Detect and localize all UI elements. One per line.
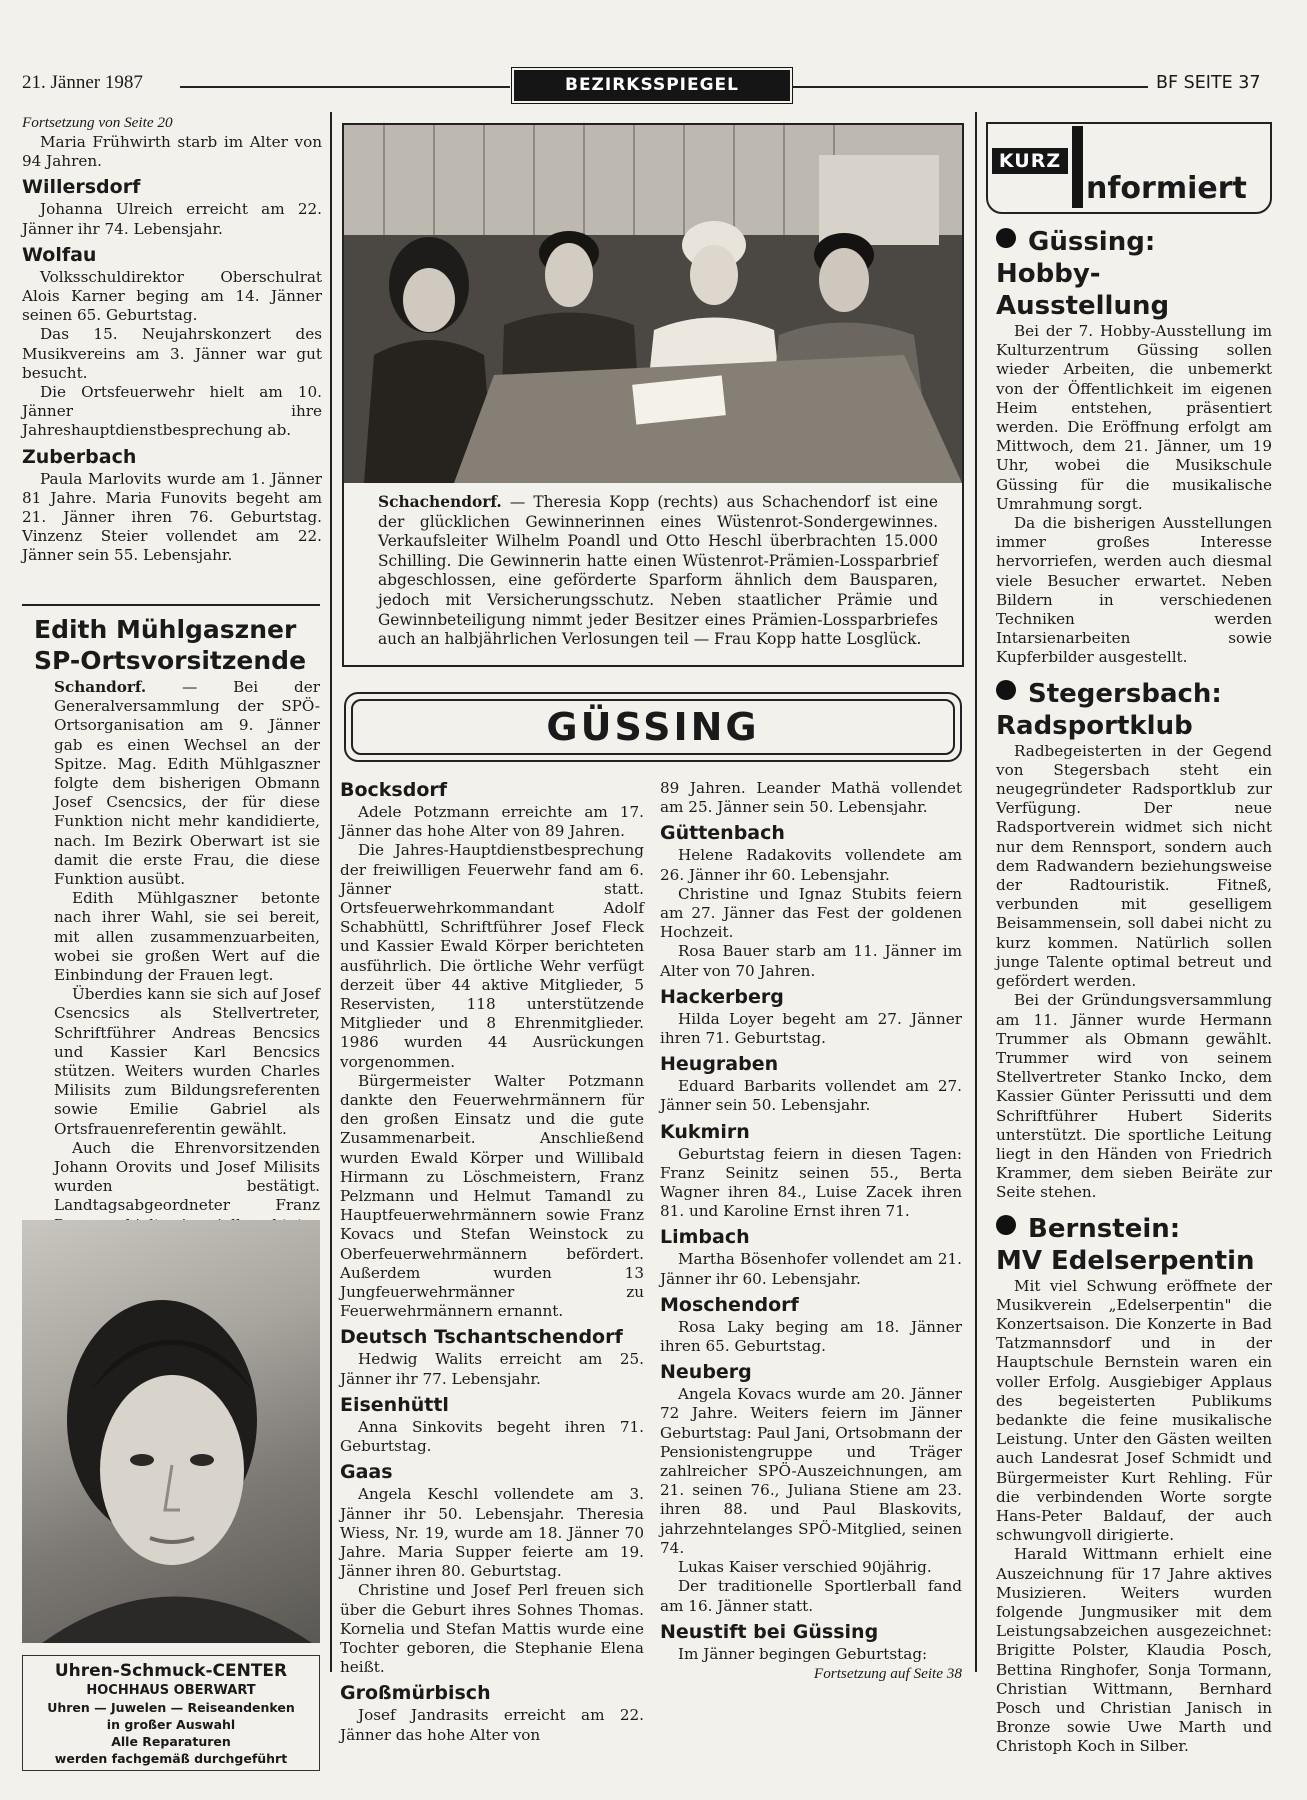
place-heading: Gaas (340, 1461, 393, 1484)
section-banner: BEZIRKSSPIEGEL (514, 70, 790, 101)
place-body (660, 1250, 962, 1288)
continuation-next: Fortsetzung auf Seite 38 (813, 1664, 962, 1682)
kurz-item (996, 1213, 1272, 1757)
paragraph: Das 15. Neujahrskonzert des Musikvereins am 3. Jänner war gut besucht. (22, 325, 322, 382)
paragraph: Rosa Laky beging am 18. Jänner ihren 65. Geburtstag. (660, 1317, 962, 1356)
paragraph: Im Jänner begingen Geburtstag: (678, 1644, 928, 1663)
page-number: BF SEITE 37 (1156, 73, 1261, 93)
place-heading: Heugraben (660, 1053, 779, 1076)
paragraph: Lukas Kaiser verschied 90jährig. (678, 1558, 932, 1577)
edith-article (22, 604, 320, 1254)
place-heading: Willersdorf (22, 176, 141, 199)
kurz-item-title (996, 226, 1272, 258)
header-rule-left (180, 86, 510, 88)
place-heading: Bocksdorf (340, 779, 448, 801)
left-entries (22, 174, 322, 565)
kurz-header (986, 122, 1272, 214)
guessing-col2-intro: 89 Jahren. Leander Mathä vollendet am 25. Jänner sein 50. Lebensjahr. (660, 779, 962, 817)
paragraph: Josef Jandrasits erreicht am 22. Jänner das hohe Alter von (340, 1706, 644, 1744)
place-body (660, 846, 962, 980)
paragraph: Volksschuldirektor Oberschulrat Alois Karner beging am 14. Jänner seinen 65. Geburtstag. (22, 267, 322, 325)
place-body (340, 803, 644, 1321)
paragraph: Adele Potzmann erreichte am 17. Jänner das hohe Alter von 89 Jahren. (340, 803, 644, 841)
guessing-column-1 (340, 774, 644, 1745)
edith-headline-2: SP-Ortsvorsitzende (34, 646, 307, 675)
ad-line-3: Uhren — Juwelen — Reiseandenken (47, 1700, 295, 1715)
header-rule-right (792, 86, 1148, 88)
group-photo-illustration (344, 125, 962, 483)
paragraph: Mit viel Schwung eröffnete der Musikverein „Edelserpentin" die Konzertsaison. Die Konzerte in Bad Tatzmannsdorf und in der Hauptschule Bernstein waren ein voller Erfolg. Ausgiebiger Applaus des begeisterten Publikums bedankte die feine musikalische Leistung. Unter den Gästen weilten auch Landesrat Josef Schmidt und Bürgermeister Kurt Rehling. Für die verbindenden Worte sorgte Hans-Peter Baldauf, der auch schwungvoll dirigierte. (996, 1276, 1272, 1545)
place-body (22, 268, 322, 441)
kurz-item (996, 678, 1272, 1203)
place-heading: Eisenhüttl (340, 1393, 449, 1416)
place-heading: Kukmirn (660, 1120, 750, 1143)
portrait-illustration (22, 1220, 320, 1643)
paragraph: Überdies kann sie sich auf Josef Csencsics als Stellvertreter, Schriftführer Andreas Bencsics und Kassier Karl Bencsics stützen. Weiters wurden Charles Milisits zum Bildungsreferenten sowie Emilie Gabriel als Ortsfrauenreferentin gewählt. (54, 985, 320, 1138)
guessing-column-2 (660, 779, 962, 1684)
place-heading: Wolfau (22, 243, 97, 266)
place-heading: Hackerberg (660, 985, 784, 1008)
header-date: 21. Jänner 1987 (22, 72, 143, 93)
paragraph: Bürgermeister Walter Potzmann dankte den Feuerwehrmännern für den großen Einsatz und die gute Zusammenarbeit. Anschließend wurden Ewald Körper und Willibald Hirmann zu Löschmeistern, Franz Pelzmann und Helmut Tamandl zu Hauptfeuerwehrmännern sowie Franz Kovacs und Stefan Weinstock zu Oberfeuerwehrmännern befördert. Außerdem wurden 13 Jungfeuerwehrmänner zu Feuerwehrmännern ernannt. (340, 1071, 644, 1321)
place-body (660, 1077, 962, 1115)
place-body (22, 470, 322, 566)
paragraph: Anna Sinkovits begeht ihren 71. Geburtstag. (340, 1417, 644, 1456)
caption-text: — Theresia Kopp (rechts) aus Schachendorf ist eine der glücklichen Gewinnerinnen eines Wüstenrot-Sondergewinnes. Verkaufsleiter Wilhelm Poandl und Otto Heschl überbrachten 15.000 Schilling. Die Gewinnerin hatte einen Wüstenrot-Prämien-Lossparbrief abgeschlossen, eine geförderte Sparform ähnlich dem Bausparen, jedoch mit Versicherungsschutz. Neben staatlicher Prämie und Gewinnbeteiligung nimmt jeder Besitzer eines Prämien-Lossparbriefes auch an halbjährlichen Verlosungen teil — Frau Kopp hatte Losglück. (378, 493, 938, 649)
place-heading: Moschendorf (660, 1293, 799, 1316)
paragraph: Der traditionelle Sportlerball fand am 16. Jänner statt. (660, 1577, 962, 1615)
paragraph: Paula Marlovits wurde am 1. Jänner 81 Jahre. Maria Funovits begeht am 21. Jänner ihren 76. Geburtstag. Vinzenz Steier vollendet am 22. Jänner sein 55. Lebensjahr. (22, 469, 322, 565)
place-body (22, 200, 322, 238)
center-right-rule (975, 112, 977, 1672)
guessing-col2-entries (660, 820, 962, 1664)
portrait-photo (22, 1220, 320, 1643)
edith-lead-text: — Bei der Generalversammlung der SPÖ-Ortsorganisation am 9. Jänner gab es einen Wechsel an der Spitze. Mag. Edith Mühlgaszner folgte dem bisherigen Obmann Josef Csencsics, der für diese Funktion nicht mehr kandidierte, nach. Im Bezirk Oberwart ist sie damit die erste Frau, die diese Funktion ausübt. (54, 678, 320, 889)
place-heading: Neuberg (660, 1361, 752, 1384)
kurz-informiert: nformiert (1086, 171, 1247, 206)
left-intro: Maria Frühwirth starb im Alter von 94 Jahren. (22, 133, 322, 171)
place-body (340, 1418, 644, 1456)
guessing-banner-frame (344, 692, 962, 762)
edith-headline-1: Edith Mühlgaszner (34, 615, 297, 644)
paragraph: Die Jahres-Hauptdienstbesprechung der freiwilligen Feuerwehr fand am 6. Jänner statt. Ortsfeuerwehrkommandant Adolf Schabhüttl, Schriftführer Josef Fleck und Kassier Ewald Körper berichteten ausführlich. Die örtliche Wehr verfügt derzeit über 44 aktive Mitglieder, 5 Reservisten, 118 unterstützende Mitglieder und 8 Ehrenmitglieder. 1986 wurden 44 Ausrückungen vorgenommen. (340, 841, 644, 1071)
kurz-item-place: Güssing: (1028, 227, 1156, 257)
paragraph: Geburtstag feiern in diesen Tagen: Franz Seinitz seinen 55., Berta Wagner ihren 84., Luise Zacek ihren 81. und Karoline Ernst ihren 71. (660, 1144, 962, 1221)
place-heading: Neustift bei Güssing (660, 1620, 879, 1643)
paragraph: Angela Kovacs wurde am 20. Jänner 72 Jahre. Weiters feiern im Jänner Geburtstag: Paul Jani, Ortsobmann der Pensionistengruppe und Träger zahlreicher SPÖ-Auszeichnungen, am 21. seinen 76., Juliana Stiene am 23. ihren 88. und Paul Blaskovits, jahrzehntelanges SPÖ-Mitglied, seinen 74. (660, 1385, 962, 1557)
paragraph: Rosa Bauer starb am 11. Jänner im Alter von 70 Jahren. (660, 942, 962, 980)
paragraph: Radbegeisterten in der Gegend von Stegersbach steht ein neugegründeter Radsportklub zur Verfügung. Der neue Radsportverein widmet sich nicht nur dem Rennsport, sondern auch dem Radwandern beziehungsweise der Radtouristik. Fitneß, verbunden mit geselligem Beisammensein, soll dabei nicht zu kurz kommen. Natürlich sollen junge Talente optimal betreut und gefördert werden. (996, 741, 1272, 991)
continuation-note: Fortsetzung von Seite 20 (22, 114, 173, 131)
photo-frame (342, 123, 964, 667)
bullet-icon (996, 228, 1016, 248)
kurz-item-body (996, 1277, 1272, 1757)
caption-place: Schachendorf. (378, 493, 502, 511)
place-heading: Limbach (660, 1226, 750, 1249)
place-heading: Deutsch Tschantschendorf (340, 1326, 623, 1349)
paragraph: Helene Radakovits vollendete am 26. Jänner ihr 60. Lebensjahr. (660, 846, 962, 884)
left-column (22, 113, 322, 566)
paragraph: Edith Mühlgaszner betonte nach ihrer Wahl, sie sei bereit, mit allen zusammenzuarbeiten, wobei sie großen Wert auf die Einbindung der Frauen legt. (54, 889, 320, 985)
guessing-title: GÜSSING (546, 705, 760, 749)
kurz-item-subtitle: MV Edelserpentin (996, 1245, 1255, 1276)
ad-subtitle: HOCHHAUS OBERWART (86, 1683, 256, 1698)
place-body (660, 1645, 962, 1664)
kurz-i-stem (1072, 126, 1083, 208)
paragraph: Angela Keschl vollendete am 3. Jänner ihr 50. Lebensjahr. Theresia Wiess, Nr. 19, wurde am 18. Jänner 70 Jahre. Maria Supper feierte am 19. Jänner ihren 80. Geburtstag. (340, 1485, 644, 1581)
kurz-item-subtitle: Hobby-Ausstellung (996, 259, 1170, 321)
kurz-item-subtitle: Radsportklub (996, 710, 1193, 741)
kurz-item-place: Stegersbach: (1028, 678, 1222, 709)
kurz-sections (996, 226, 1272, 1767)
place-body (340, 1350, 644, 1388)
paragraph: Eduard Barbarits vollendet am 27. Jänner sein 50. Lebensjahr. (660, 1077, 962, 1115)
paragraph: Bei der 7. Hobby-Ausstellung im Kulturzentrum Güssing sollen wieder Arbeiten, die unbemerkt von der Öffentlichkeit im eigenen Heim entstehen, präsentiert werden. Die Eröffnung erfolgt am Mittwoch, dem 21. Jänner, um 19 Uhr, wobei die Musikschule Güssing für die musikalische Umrahmung sorgt. (996, 322, 1272, 513)
ad-box (22, 1655, 320, 1771)
paragraph: Johanna Ulreich erreicht am 22. Jänner ihr 74. Lebensjahr. (22, 200, 322, 238)
place-heading: Großmürbisch (340, 1682, 491, 1705)
ad-line-6: werden fachgemäß durchgeführt (54, 1751, 288, 1766)
kurz-item-title (996, 678, 1272, 710)
paragraph: Hilda Loyer begeht am 27. Jänner ihren 71. Geburtstag. (660, 1009, 962, 1048)
edith-body (22, 678, 320, 1254)
paragraph: Christine und Ignaz Stubits feiern am 27. Jänner das Fest der goldenen Hochzeit. (660, 884, 962, 942)
place-body (660, 1145, 962, 1222)
paragraph: Christine und Josef Perl freuen sich über die Geburt ihres Sohnes Thomas. Kornelia und Stefan Mattis wurde eine Tochter geboren, die Stephanie Elena heißt. (340, 1581, 644, 1677)
paragraph: Auch die Ehrenvorsitzenden Johann Orovits und Josef Milisits wurden bestätigt. Landtagsabgeordneter Franz (54, 1138, 320, 1215)
place-body (340, 1485, 644, 1677)
kurz-item-title (996, 1213, 1272, 1245)
paragraph: Harald Wittmann erhielt eine Auszeichnung für 17 Jahre aktives Musizieren. Weiters wurden folgende Jungmusiker mit dem Leistungsabzeichen ausgezeichnet: Brigitte Polster, Klaudia Posch, Bettina Ringhofer, Sonja Tormann, Christian Wittmann, Bernhard Posch und Christian Janisch in Bronze sowie Uwe Marth und Christoph Koch in Silber. (996, 1545, 1272, 1756)
kurz-item-place: Bernstein: (1028, 1213, 1181, 1244)
paragraph: Da die bisherigen Ausstellungen immer großes Interesse hervorriefen, werden auch diesmal viele Besucher erwartet. Neben Bildern in verschiedenen Techniken werden Intarsienarbeiten sowie Kupferbilder ausgestellt. (996, 514, 1272, 667)
kurz-item (996, 226, 1272, 668)
kurz-label: KURZ (992, 148, 1068, 174)
ad-line-5: Alle Reparaturen (111, 1734, 231, 1749)
edith-lead-place: Schandorf. (54, 678, 147, 696)
place-heading: Güttenbach (660, 822, 785, 845)
place-body (660, 1010, 962, 1048)
guessing-banner-inner (351, 699, 955, 755)
place-body (660, 1385, 962, 1615)
kurz-item-body (996, 742, 1272, 1203)
paragraph: Martha Bösenhofer vollendet am 21. Jänner ihr 60. Lebensjahr. (660, 1250, 962, 1288)
paragraph: Hedwig Walits erreicht am 25. Jänner ihr 77. Lebensjahr. (340, 1350, 644, 1388)
group-photo (344, 125, 962, 483)
paragraph (54, 678, 320, 889)
kurz-item-body (996, 322, 1272, 668)
ad-title: Uhren-Schmuck-CENTER (54, 1661, 288, 1681)
place-body (660, 1318, 962, 1356)
ad-line-4: in großer Auswahl (106, 1717, 236, 1732)
paragraph: Die Ortsfeuerwehr hielt am 10. Jänner ihre Jahreshauptdienstbesprechung ab. (22, 383, 322, 440)
bullet-icon (996, 1215, 1016, 1235)
photo-caption (344, 493, 960, 650)
left-column-rule (330, 112, 332, 1672)
place-heading: Zuberbach (22, 445, 137, 468)
paragraph: Bei der Gründungsversammlung am 11. Jänner wurde Hermann Trummer als Obmann gewählt. Trummer wird von seinem Stellvertreter Stanko Incko, dem Kassier Günter Perissutti und dem Schriftführer Hubert Siderits unterstützt. Die sportliche Leitung liegt in den Händen von Friedrich Krammer, dem sieben Beiräte zur Seite stehen. (996, 991, 1272, 1202)
place-body (340, 1706, 644, 1744)
bullet-icon (996, 680, 1016, 700)
